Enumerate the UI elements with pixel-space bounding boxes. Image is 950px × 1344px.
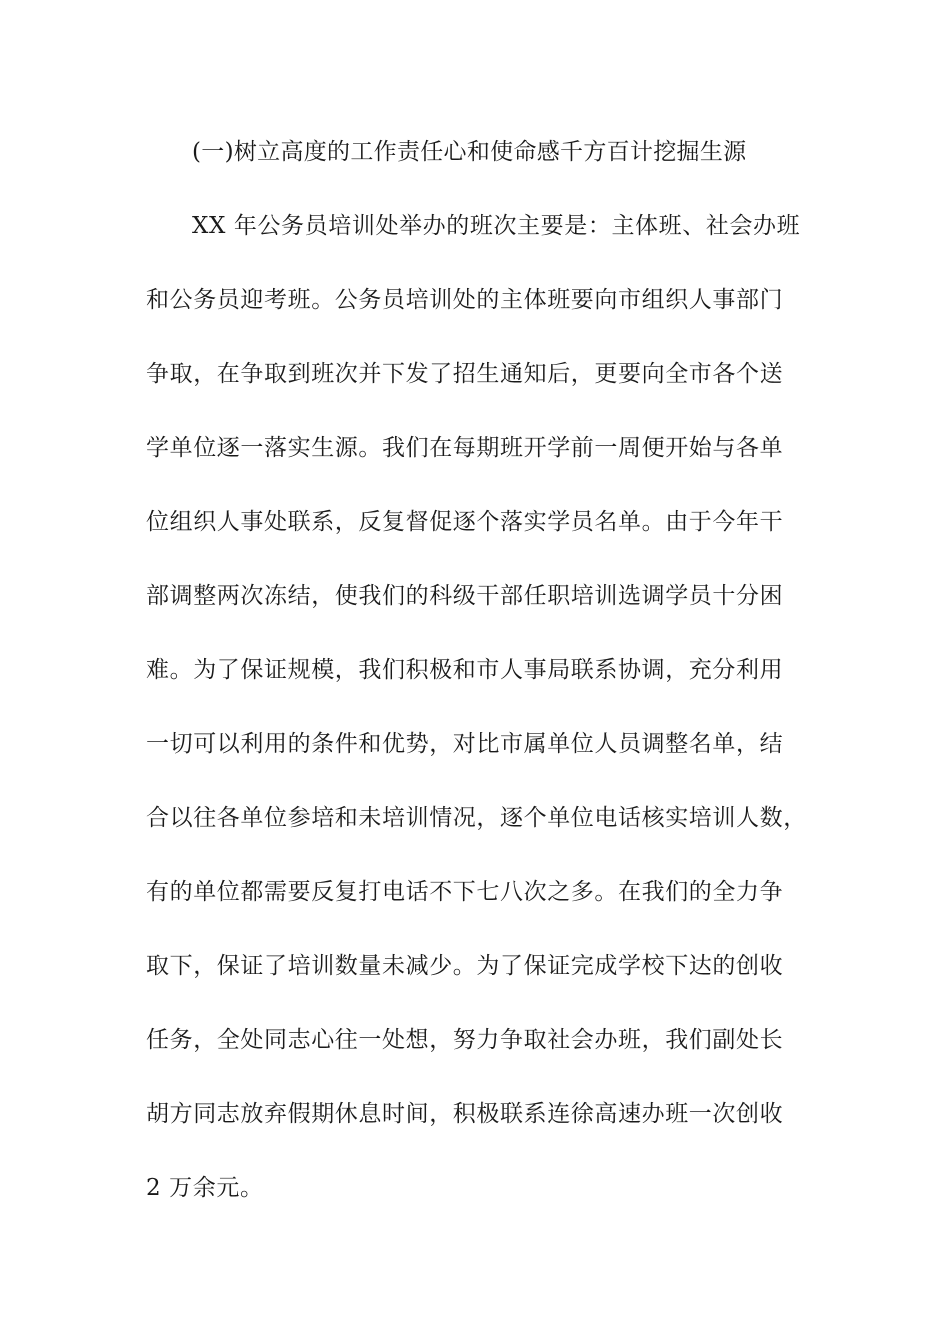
paragraph-line: 和公务员迎考班。公务员培训处的主体班要向市组织人事部门 bbox=[146, 287, 784, 313]
paragraph-line: 学单位逐一落实生源。我们在每期班开学前一周便开始与各单 bbox=[146, 435, 784, 461]
paragraph-line: 位组织人事处联系，反复督促逐个落实学员名单。由于今年干 bbox=[146, 509, 784, 535]
paragraph-line: 取下，保证了培训数量未减少。为了保证完成学校下达的创收 bbox=[146, 953, 784, 979]
paragraph-line: 任务，全处同志心往一处想，努力争取社会办班，我们副处长 bbox=[146, 1027, 784, 1053]
paragraph-line: 有的单位都需要反复打电话不下七八次之多。在我们的全力争 bbox=[146, 879, 784, 905]
section-heading: (一)树立高度的工作责任心和使命感千方百计挖掘生源 bbox=[192, 139, 747, 165]
paragraph-line: 一切可以利用的条件和优势，对比市属单位人员调整名单，结 bbox=[146, 731, 784, 757]
paragraph-line: 争取，在争取到班次并下发了招生通知后，更要向全市各个送 bbox=[146, 361, 784, 387]
paragraph-line: 胡方同志放弃假期休息时间，积极联系连徐高速办班一次创收 bbox=[146, 1101, 784, 1127]
paragraph-line: 部调整两次冻结，使我们的科级干部任职培训选调学员十分困 bbox=[146, 583, 784, 609]
paragraph-line: 2 万余元。 bbox=[146, 1175, 264, 1201]
paragraph-line: 合以往各单位参培和未培训情况，逐个单位电话核实培训人数， bbox=[146, 805, 807, 831]
paragraph-line: 难。为了保证规模，我们积极和市人事局联系协调，充分利用 bbox=[146, 657, 784, 683]
paragraph-line: XX 年公务员培训处举办的班次主要是：主体班、社会办班 bbox=[192, 213, 801, 239]
